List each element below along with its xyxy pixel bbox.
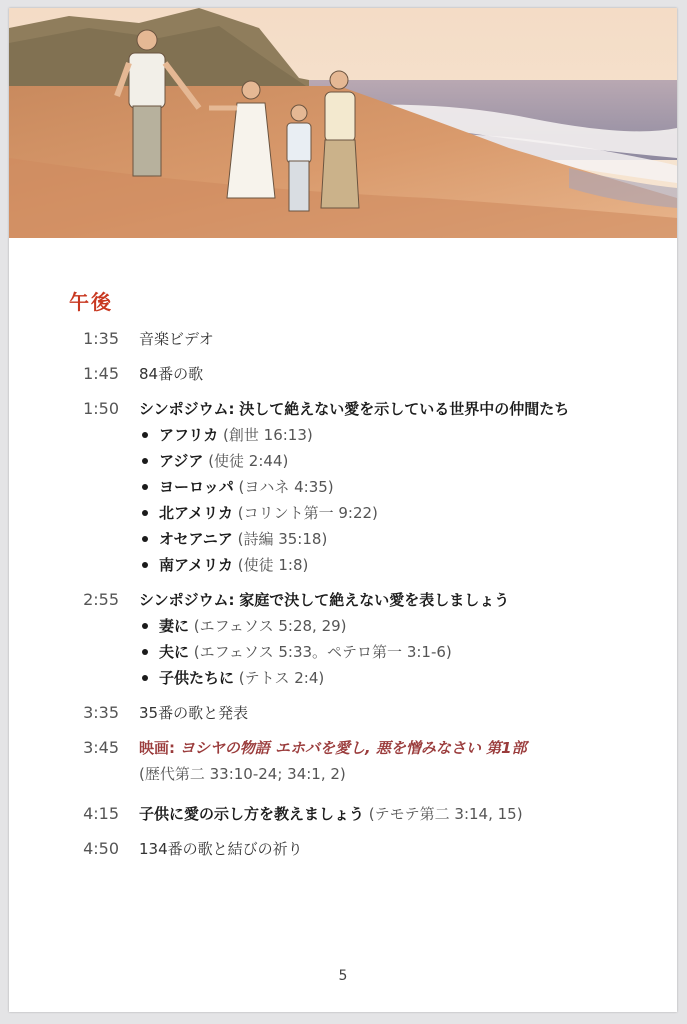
part-label: 北アメリカ (159, 504, 233, 522)
program-item (69, 700, 669, 726)
page-number: 5 (338, 968, 348, 984)
symposium-parts (139, 613, 669, 691)
list-item (139, 613, 669, 639)
part-label: アフリカ (159, 426, 219, 444)
list-item (139, 448, 669, 474)
program-time: 1:45 (83, 364, 119, 383)
scripture-ref: (テトス 2:4) (238, 669, 325, 687)
program-time: 4:15 (83, 804, 119, 823)
film-title: ヨシヤの物語 エホバを愛し, 悪を憎みなさい 第1部 (179, 739, 527, 757)
bullet-icon (142, 562, 148, 568)
part-label: アジア (159, 452, 204, 470)
program-title: 84番の歌 (139, 365, 204, 383)
program-time: 3:35 (83, 703, 119, 722)
list-item (139, 422, 669, 448)
list-item (139, 500, 669, 526)
program-title: 決して絶えない愛を示している世界中の仲間たち (239, 400, 570, 418)
bullet-icon (142, 458, 148, 464)
list-item (139, 552, 669, 578)
program-item (69, 735, 669, 787)
bullet-icon (142, 675, 148, 681)
film-label: 映画: (139, 739, 175, 757)
part-label: 南アメリカ (159, 556, 233, 574)
program-item (69, 836, 669, 862)
list-item (139, 665, 669, 691)
scripture-ref: (創世 16:13) (223, 426, 313, 444)
scripture-ref: (エフェソス 5:28, 29) (193, 617, 347, 635)
list-item (139, 526, 669, 552)
bullet-icon (142, 484, 148, 490)
part-label: ヨーロッパ (159, 478, 234, 496)
program-time: 4:50 (83, 839, 119, 858)
bullet-icon (142, 510, 148, 516)
program-time: 2:55 (83, 590, 119, 609)
program-list (69, 326, 669, 862)
program-title-bold: シンポジウム: (139, 591, 235, 609)
program-item (69, 587, 669, 691)
program-title: 134番の歌と結びの祈り (139, 840, 303, 858)
scripture-ref: (詩編 35:18) (237, 530, 328, 548)
part-label: 子供たちに (159, 669, 235, 687)
list-item (139, 639, 669, 665)
part-label: 妻に (159, 617, 190, 635)
program-item (69, 361, 669, 387)
scripture-ref: (使徒 1:8) (237, 556, 309, 574)
bullet-icon (142, 649, 148, 655)
part-label: オセアニア (159, 530, 233, 548)
scripture-ref: (エフェソス 5:33。ペテロ第一 3:1-6) (193, 643, 452, 661)
program-item (69, 801, 669, 827)
program-item (69, 326, 669, 352)
part-label: 夫に (159, 643, 190, 661)
scripture-ref: (コリント第一 9:22) (237, 504, 378, 522)
program-title: 家庭で決して絶えない愛を表しましょう (239, 591, 510, 609)
program-title: 音楽ビデオ (139, 330, 214, 348)
symposium-parts (139, 422, 669, 578)
beach-family-illustration (9, 8, 677, 238)
bullet-icon (142, 623, 148, 629)
scripture-ref: (歴代第二 33:10-24; 34:1, 2) (139, 765, 346, 783)
scripture-ref: (ヨハネ 4:35) (238, 478, 334, 496)
program-time: 1:35 (83, 329, 119, 348)
program-time: 1:50 (83, 399, 119, 418)
list-item (139, 474, 669, 500)
scripture-ref: (テモテ第二 3:14, 15) (368, 805, 523, 823)
program-page (9, 8, 677, 1012)
program-title-bold: シンポジウム: (139, 400, 235, 418)
bullet-icon (142, 432, 148, 438)
program-title: 35番の歌と発表 (139, 704, 249, 722)
scripture-ref: (使徒 2:44) (208, 452, 289, 470)
program-title: 子供に愛の示し方を教えましょう (139, 805, 365, 823)
section-title: 午後 (69, 290, 113, 314)
program-time: 3:45 (83, 738, 119, 757)
program-item (69, 396, 669, 578)
bullet-icon (142, 536, 148, 542)
